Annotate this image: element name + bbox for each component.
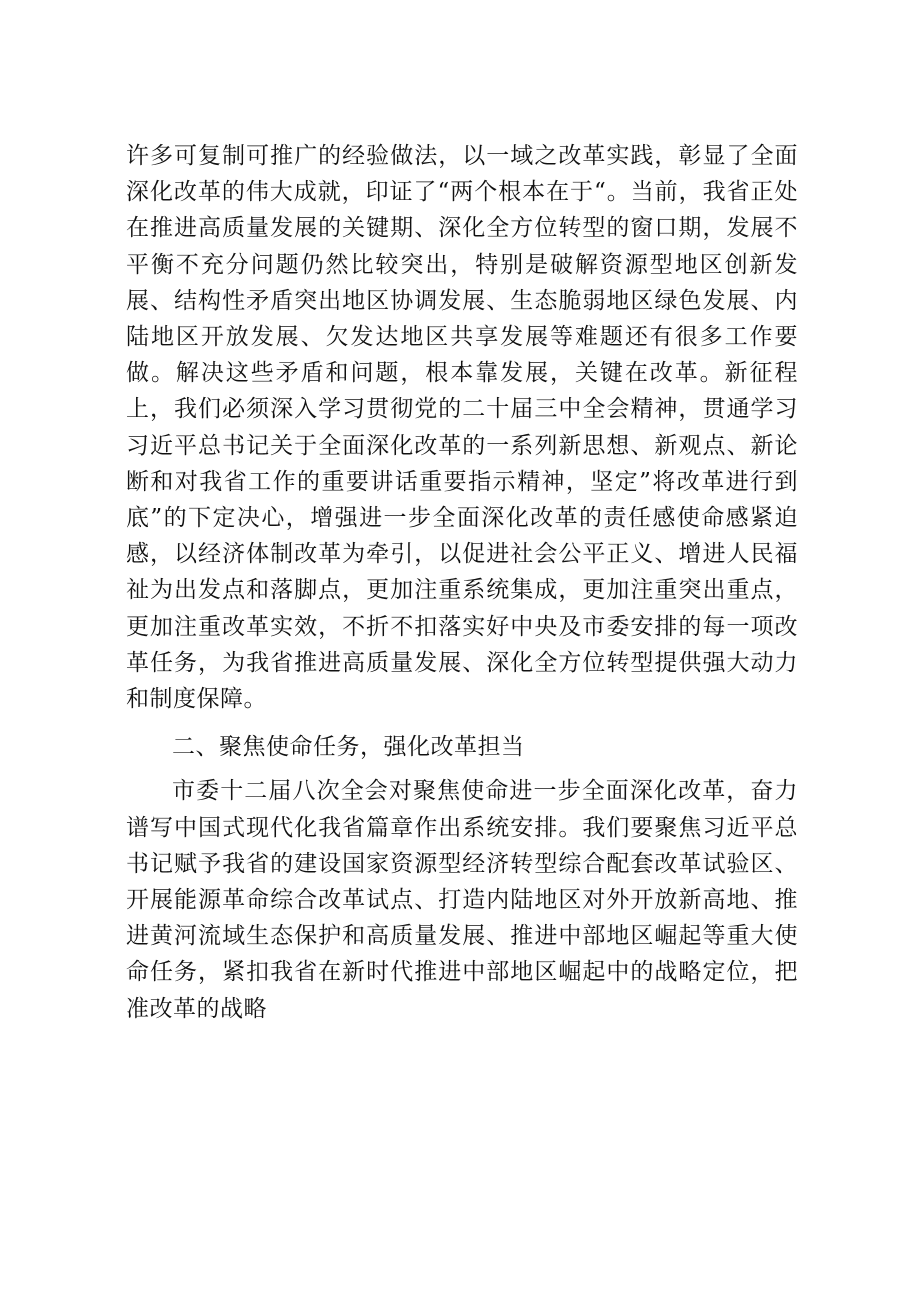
body-paragraph-2: 市委十二届八次全会对聚焦使命进一步全面深化改革，奋力谱写中国式现代化我省篇章作出系统安排。我们要聚焦习近平总书记赋予我省的建设国家资源型经济转型综合配套改革试验区、开展能源革命综合改革试点、打造内陆地区对外开放新高地、推进黄河流域生态保护和高质量发展、推进中部地区崛起等重大使命任务，紧扣我省在新时代推进中部地区崛起中的战略定位，把准改革的战略 (126, 778, 798, 1022)
body-paragraph-1: 许多可复制可推广的经验做法，以一域之改革实践，彰显了全面深化改革的伟大成就，印证了“两个根本在于“。当前，我省正处在推进高质量发展的关键期、深化全方位转型的窗口期，发展不平衡不充分问题仍然比较突出，特别是破解资源型地区创新发展、结构性矛盾突出地区协调发展、生态脆弱地区绿色发展、内陆地区开放发展、欠发达地区共享发展等难题还有很多工作要做。解决这些矛盾和问题，根本靠发展，关键在改革。新征程上，我们必须深入学习贯彻党的二十届三中全会精神，贯通学习习近平总书记关于全面深化改革的一系列新思想、新观点、新论断和对我省工作的重要讲话重要指示精神，坚定”将改革进行到底”的下定决心，增强进一步全面深化改革的责任感使命感紧迫感，以经济体制改革为牵引，以促进社会公平正义、增进人民福祉为出发点和落脚点，更加注重系统集成，更加注重突出重点，更加注重改革实效，不折不扣落实好中央及市委安排的每一项改革任务，为我省推进高质量发展、深化全方位转型提供强大动力和制度保障。 (126, 143, 798, 713)
section-heading-2: 二、聚焦使命任务，强化改革担当 (172, 734, 525, 761)
document-body (126, 138, 798, 1027)
